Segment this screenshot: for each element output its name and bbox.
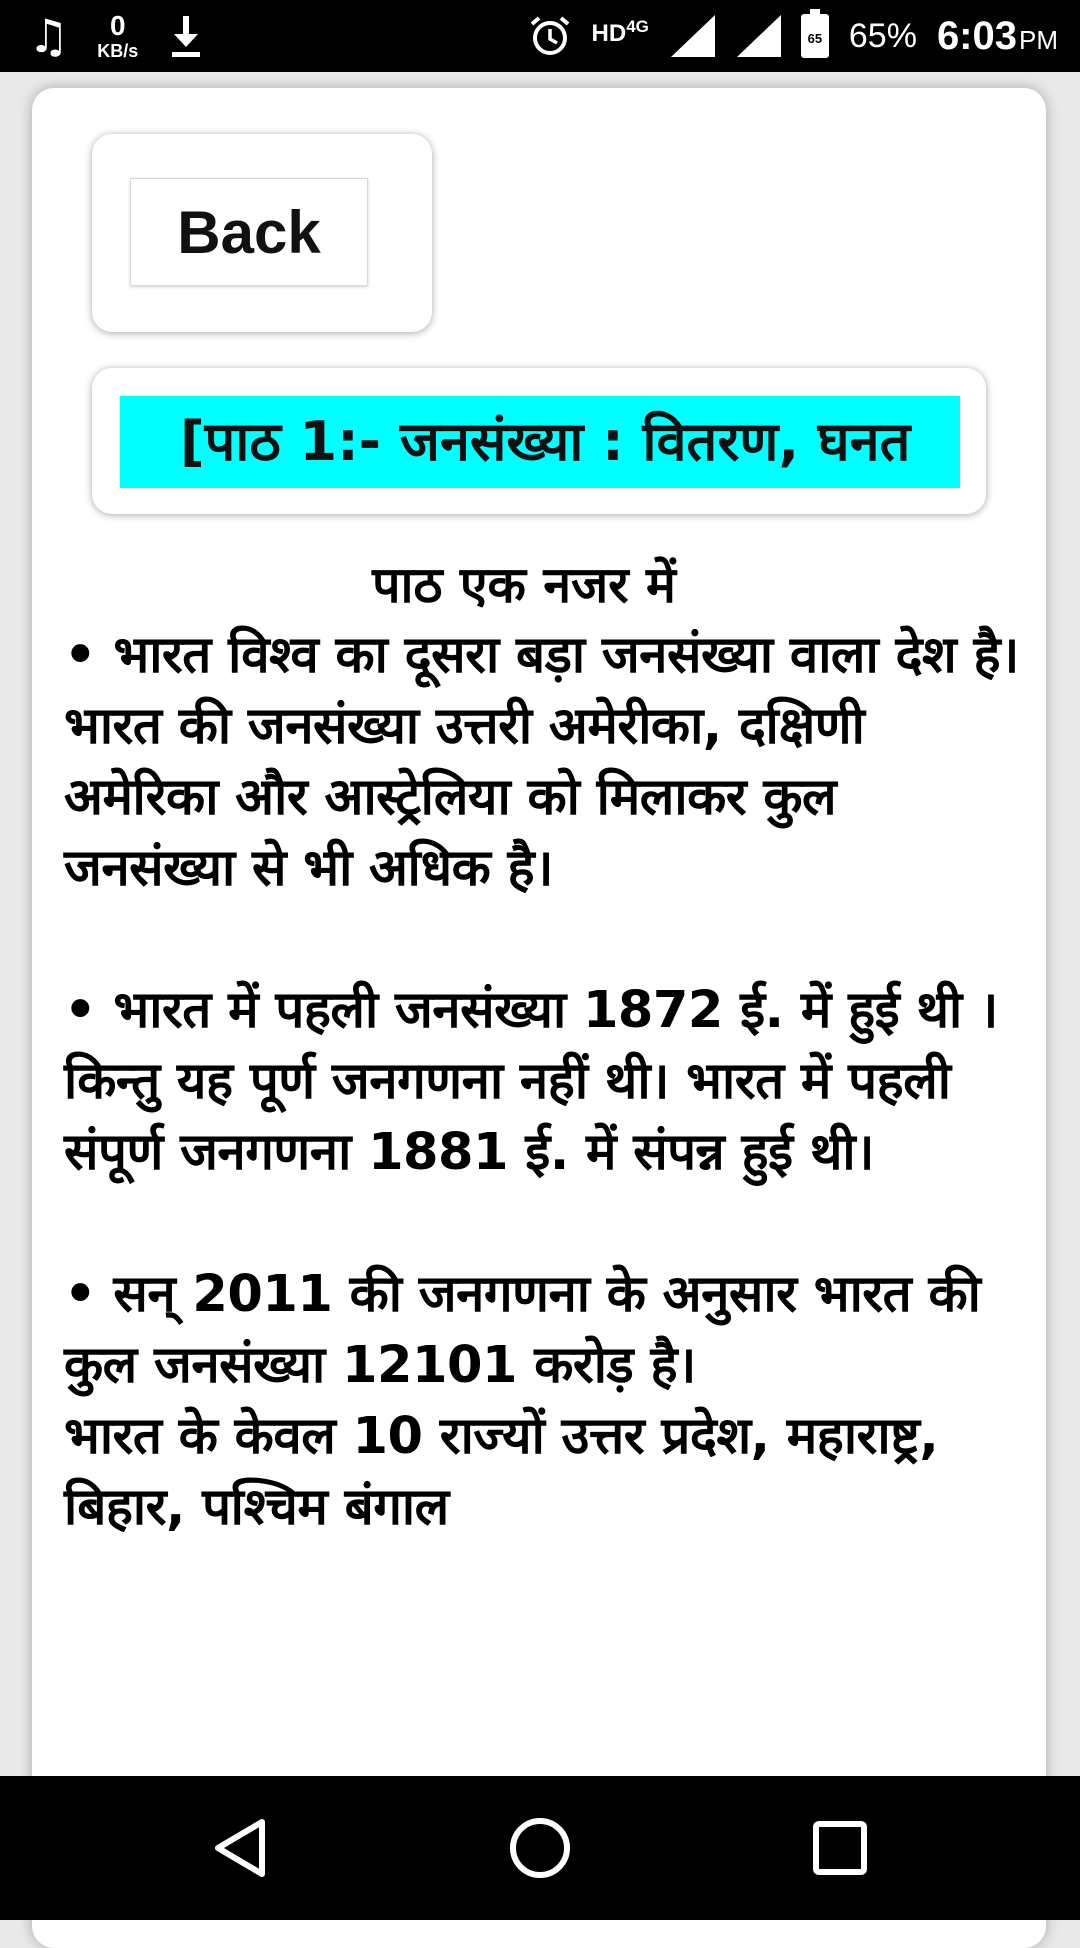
battery-level: 65 (807, 31, 823, 46)
recents-nav-button[interactable] (800, 1808, 880, 1888)
lesson-content (64, 550, 1024, 1543)
paragraph: भारत के केवल 10 राज्यों उत्तर प्रदेश, महाराष्ट्र, बिहार, पश्चिम बंगाल (64, 1407, 939, 1537)
signal-icon-2 (735, 15, 781, 57)
lesson-title: [पाठ 1:- जनसंख्या : वितरण, घनत (180, 410, 911, 473)
back-button[interactable]: Back (130, 178, 368, 286)
back-nav-button[interactable] (200, 1808, 280, 1888)
download-icon (166, 12, 206, 60)
title-container (92, 368, 986, 514)
navigation-bar (0, 1776, 1080, 1920)
network-type: $HD^{4G}$ (591, 16, 649, 47)
clock: 6:03PM (936, 13, 1058, 58)
speed-unit: KB/s (97, 41, 139, 61)
recents-square-icon (811, 1819, 869, 1877)
content-card (32, 88, 1046, 1948)
title-marquee (120, 396, 960, 488)
battery-icon (801, 14, 829, 58)
network-speed (97, 12, 138, 60)
paragraph: • भारत में पहली जनसंख्या 1872 ई. में हुई थी । किन्तु यह पूर्ण जनगणना नहीं थी। भारत में पहली संपूर्ण जनगणना 1881 ई. में संपन्न हुई थी। (64, 981, 998, 1182)
status-bar (0, 0, 1080, 72)
speed-value: 0 (109, 10, 126, 41)
alarm-icon (528, 14, 572, 58)
back-button-container (92, 134, 432, 332)
signal-icon (669, 15, 715, 57)
battery-percent: 65% (848, 16, 917, 55)
paragraph: • भारत विश्व का दूसरा बड़ा जनसंख्या वाला देश है। भारत की जनसंख्या उत्तरी अमेरीका, दक्षिणी अमेरिका और आस्ट्रेलिया को मिलाकर कुल जनसंख्या से भी अधिक है। (64, 626, 1019, 898)
music-icon: ♫ (28, 9, 70, 63)
home-nav-button[interactable] (500, 1808, 580, 1888)
home-circle-icon (507, 1815, 573, 1881)
section-title: पाठ एक नजर में (372, 556, 676, 614)
back-triangle-icon (210, 1816, 270, 1880)
paragraph: • सन् 2011 की जनगणना के अनुसार भारत की कुल जनसंख्या 12101 करोड़ है। (64, 1265, 981, 1395)
